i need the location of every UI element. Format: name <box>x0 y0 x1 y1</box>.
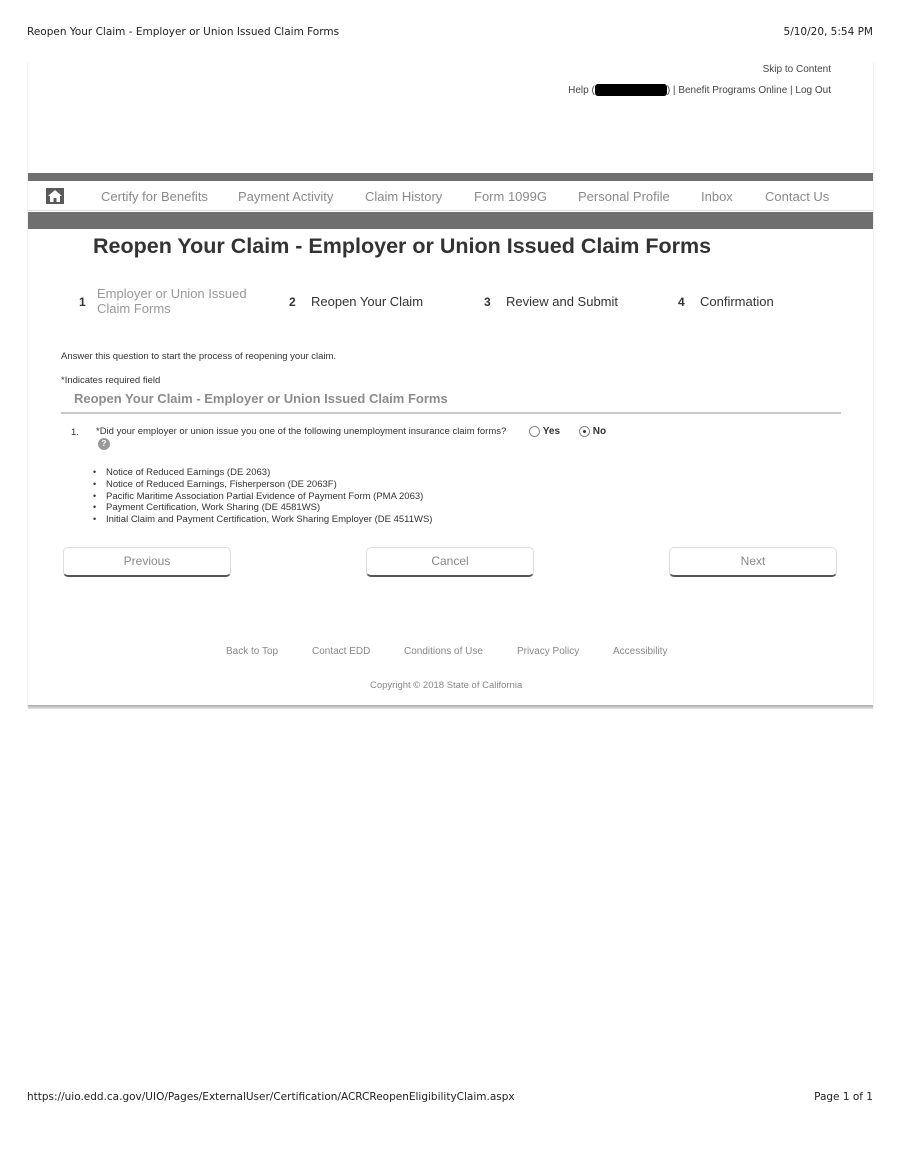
nav-certify-for-benefits[interactable]: Certify for Benefits <box>101 189 208 204</box>
step-1-label-line1: Employer or Union Issued <box>97 286 247 301</box>
step-3-number: 3 <box>484 295 491 309</box>
claim-forms-list <box>106 467 432 526</box>
step-1-label <box>97 286 247 316</box>
help-icon[interactable]: ? <box>98 438 110 450</box>
help-link[interactable]: Help ( <box>568 84 595 96</box>
required-note: *Indicates required field <box>61 375 161 386</box>
radio-yes-circle[interactable] <box>529 426 540 437</box>
print-header <box>27 26 873 40</box>
utility-links <box>531 63 831 103</box>
skip-to-content-link[interactable]: Skip to Content <box>762 64 831 75</box>
home-icon[interactable] <box>46 188 64 204</box>
nav-claim-history[interactable]: Claim History <box>365 189 443 204</box>
nav-payment-activity[interactable]: Payment Activity <box>238 189 334 204</box>
nav-bottom-bar <box>28 212 873 229</box>
nav-top-bar <box>28 173 873 181</box>
list-item: • Payment Certification, Work Sharing (DE 4581WS) <box>106 502 432 514</box>
nav-personal-profile[interactable]: Personal Profile <box>578 189 670 204</box>
step-3-label: Review and Submit <box>506 294 618 309</box>
footer-link-back-to-top[interactable]: Back to Top <box>226 646 279 657</box>
section-divider <box>61 412 841 414</box>
redacted-block <box>595 84 667 96</box>
nav-contact-us[interactable]: Contact Us <box>765 189 830 204</box>
step-4-label: Confirmation <box>700 294 774 309</box>
step-2-number: 2 <box>289 295 296 309</box>
footer-link-conditions-of-use[interactable]: Conditions of Use <box>404 646 483 657</box>
footer-link-accessibility[interactable]: Accessibility <box>613 646 668 657</box>
nav-inbox[interactable]: Inbox <box>701 189 733 204</box>
cancel-button[interactable]: Cancel <box>366 547 534 577</box>
print-url: https://uio.edd.ca.gov/UIO/Pages/ExternalUser/Certification/ACRCReopenEligibilityClaim.aspx <box>27 1091 515 1103</box>
radio-yes-label: Yes <box>542 426 561 437</box>
question-text-block <box>96 426 516 451</box>
list-item: • Notice of Reduced Earnings (DE 2063) <box>106 467 432 479</box>
question-number: 1. <box>71 427 79 438</box>
main-nav <box>28 181 873 211</box>
account-links[interactable]: ) | Benefit Programs Online | Log Out <box>666 84 831 96</box>
step-2-label: Reopen Your Claim <box>311 294 424 309</box>
print-datetime: 5/10/20, 5:54 PM <box>783 26 873 38</box>
list-item: • Initial Claim and Payment Certification, Work Sharing Employer (DE 4511WS) <box>106 514 432 526</box>
step-1-number: 1 <box>79 295 86 309</box>
copyright-text: Copyright © 2018 State of California <box>370 680 523 691</box>
utility-row <box>568 84 831 96</box>
print-page-title: Reopen Your Claim - Employer or Union Issued Claim Forms <box>27 26 340 38</box>
frame-bottom-bar <box>28 705 873 709</box>
radio-no[interactable] <box>579 426 606 437</box>
next-button[interactable]: Next <box>669 547 837 577</box>
page-frame <box>27 63 874 708</box>
section-title: Reopen Your Claim - Employer or Union Issued Claim Forms <box>74 391 448 406</box>
intro-text: Answer this question to start the process of reopening your claim. <box>61 351 337 362</box>
radio-yes[interactable] <box>529 426 560 437</box>
footer-link-contact-edd[interactable]: Contact EDD <box>312 646 371 657</box>
step-4-number: 4 <box>678 295 685 309</box>
list-item: • Notice of Reduced Earnings, Fisherperson (DE 2063F) <box>106 479 432 491</box>
step-1-label-line2: Claim Forms <box>97 301 171 316</box>
radio-no-label: No <box>592 426 607 437</box>
previous-button[interactable]: Previous <box>63 547 231 577</box>
print-footer <box>27 1091 873 1105</box>
page-title: Reopen Your Claim - Employer or Union Issued Claim Forms <box>93 234 712 258</box>
footer-link-privacy-policy[interactable]: Privacy Policy <box>517 646 580 657</box>
list-item: • Pacific Maritime Association Partial Evidence of Payment Form (PMA 2063) <box>106 491 432 503</box>
question-text: *Did your employer or union issue you one of the following unemployment insurance claim forms? <box>96 426 507 437</box>
print-page-number: Page 1 of 1 <box>814 1091 873 1103</box>
radio-no-circle[interactable] <box>579 426 590 437</box>
nav-form-1099g[interactable]: Form 1099G <box>474 189 547 204</box>
